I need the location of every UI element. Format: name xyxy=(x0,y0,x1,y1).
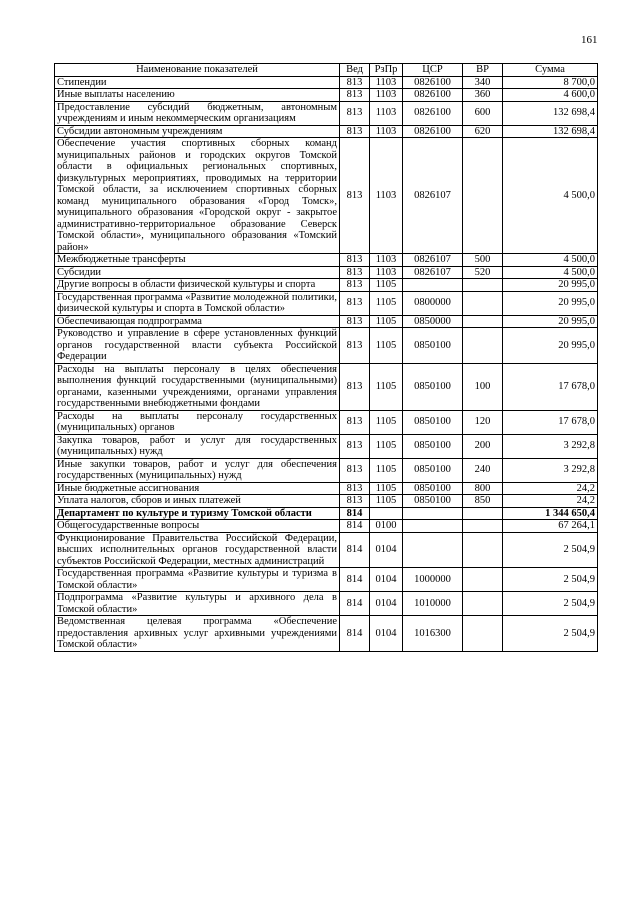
cell-rzpr xyxy=(370,507,403,520)
table-row xyxy=(55,363,598,410)
cell-sum: 132 698,4 xyxy=(503,101,598,125)
cell-ved: 813 xyxy=(340,328,370,364)
table-row xyxy=(55,592,598,616)
cell-csr: 0826100 xyxy=(403,125,463,138)
cell-name: Другие вопросы в области физической культуры и спорта xyxy=(55,279,340,292)
table-row xyxy=(55,328,598,364)
cell-rzpr: 1103 xyxy=(370,266,403,279)
cell-vr xyxy=(463,520,503,533)
cell-name: Субсидии автономным учреждениям xyxy=(55,125,340,138)
cell-sum: 20 995,0 xyxy=(503,291,598,315)
cell-rzpr: 1105 xyxy=(370,328,403,364)
cell-ved: 813 xyxy=(340,279,370,292)
table-header-row xyxy=(55,64,598,77)
cell-csr: 0850100 xyxy=(403,434,463,458)
cell-vr: 340 xyxy=(463,76,503,89)
cell-ved: 813 xyxy=(340,138,370,254)
cell-name: Ведомственная целевая программа «Обеспечение предоставления архивных услуг архивными учреждениями Томской области» xyxy=(55,616,340,652)
header-rzpr: РзПр xyxy=(370,64,403,77)
cell-name: Общегосударственные вопросы xyxy=(55,520,340,533)
cell-name: Государственная программа «Развитие культуры и туризма в Томской области» xyxy=(55,568,340,592)
table-row xyxy=(55,520,598,533)
cell-name: Стипендии xyxy=(55,76,340,89)
cell-ved: 813 xyxy=(340,315,370,328)
cell-ved: 813 xyxy=(340,291,370,315)
cell-vr xyxy=(463,291,503,315)
cell-csr: 0850100 xyxy=(403,458,463,482)
header-sum: Сумма xyxy=(503,64,598,77)
table-row xyxy=(55,616,598,652)
table-row xyxy=(55,279,598,292)
cell-rzpr: 1105 xyxy=(370,279,403,292)
cell-ved: 813 xyxy=(340,458,370,482)
cell-name: Подпрограмма «Развитие культуры и архивного дела в Томской области» xyxy=(55,592,340,616)
cell-rzpr: 1105 xyxy=(370,363,403,410)
cell-vr: 200 xyxy=(463,434,503,458)
cell-name: Межбюджетные трансферты xyxy=(55,254,340,267)
cell-vr xyxy=(463,532,503,568)
cell-rzpr: 1103 xyxy=(370,101,403,125)
cell-csr: 0850100 xyxy=(403,482,463,495)
table-row xyxy=(55,254,598,267)
cell-rzpr: 0100 xyxy=(370,520,403,533)
table-row xyxy=(55,76,598,89)
cell-ved: 813 xyxy=(340,101,370,125)
cell-vr xyxy=(463,592,503,616)
cell-csr: 0850100 xyxy=(403,363,463,410)
cell-sum: 2 504,9 xyxy=(503,616,598,652)
cell-csr xyxy=(403,279,463,292)
cell-csr xyxy=(403,532,463,568)
cell-sum: 1 344 650,4 xyxy=(503,507,598,520)
cell-name: Иные выплаты населению xyxy=(55,89,340,102)
cell-ved: 814 xyxy=(340,568,370,592)
cell-sum: 4 500,0 xyxy=(503,254,598,267)
cell-sum: 24,2 xyxy=(503,482,598,495)
cell-sum: 2 504,9 xyxy=(503,592,598,616)
cell-ved: 814 xyxy=(340,592,370,616)
cell-name: Функционирование Правительства Российской Федерации, высших исполнительных органов государственной власти субъектов Российской Федерации, местных администраций xyxy=(55,532,340,568)
cell-sum: 20 995,0 xyxy=(503,279,598,292)
cell-name: Закупка товаров, работ и услуг для государственных (муниципальных) нужд xyxy=(55,434,340,458)
cell-csr: 0826100 xyxy=(403,101,463,125)
cell-csr: 0800000 xyxy=(403,291,463,315)
table-row xyxy=(55,315,598,328)
cell-sum: 132 698,4 xyxy=(503,125,598,138)
table-row xyxy=(55,568,598,592)
cell-ved: 814 xyxy=(340,532,370,568)
cell-sum: 24,2 xyxy=(503,495,598,508)
table-row xyxy=(55,458,598,482)
cell-name: Государственная программа «Развитие молодежной политики, физической культуры и спорта в Томской области» xyxy=(55,291,340,315)
cell-name: Иные закупки товаров, работ и услуг для обеспечения государственных (муниципальных) нужд xyxy=(55,458,340,482)
cell-name: Уплата налогов, сборов и иных платежей xyxy=(55,495,340,508)
cell-csr: 0826100 xyxy=(403,89,463,102)
cell-name: Обеспечение участия спортивных сборных команд муниципальных районов и городских округов Томской области в официальных региональных спортивных, физкультурных мероприятиях, проводимых на территории Томской области, за исключением спортивных сборных команд муниципального образования «Город Томск», муниципального образования «Городской округ - закрытое административно-территориальное образование Северск Томской области», муниципального образования «Томский район» xyxy=(55,138,340,254)
table-row xyxy=(55,434,598,458)
cell-ved: 813 xyxy=(340,410,370,434)
cell-sum: 2 504,9 xyxy=(503,532,598,568)
cell-name: Предоставление субсидий бюджетным, автономным учреждениям и иным некоммерческим организациям xyxy=(55,101,340,125)
cell-ved: 814 xyxy=(340,507,370,520)
cell-ved: 814 xyxy=(340,616,370,652)
cell-ved: 813 xyxy=(340,89,370,102)
cell-csr: 0826107 xyxy=(403,254,463,267)
cell-csr xyxy=(403,507,463,520)
table-row xyxy=(55,89,598,102)
page-number: 161 xyxy=(581,34,598,46)
header-csr: ЦСР xyxy=(403,64,463,77)
cell-rzpr: 1105 xyxy=(370,315,403,328)
cell-vr xyxy=(463,279,503,292)
cell-csr: 0850100 xyxy=(403,410,463,434)
table-row xyxy=(55,138,598,254)
cell-ved: 813 xyxy=(340,125,370,138)
cell-rzpr: 1105 xyxy=(370,291,403,315)
cell-vr xyxy=(463,315,503,328)
cell-rzpr: 1105 xyxy=(370,434,403,458)
table-row xyxy=(55,101,598,125)
cell-rzpr: 1103 xyxy=(370,125,403,138)
cell-vr xyxy=(463,328,503,364)
table-row xyxy=(55,495,598,508)
cell-ved: 813 xyxy=(340,254,370,267)
cell-rzpr: 1105 xyxy=(370,482,403,495)
cell-name: Обеспечивающая подпрограмма xyxy=(55,315,340,328)
cell-name: Расходы на выплаты персоналу государственных (муниципальных) органов xyxy=(55,410,340,434)
cell-sum: 4 500,0 xyxy=(503,138,598,254)
cell-vr xyxy=(463,616,503,652)
cell-rzpr: 1105 xyxy=(370,458,403,482)
cell-ved: 814 xyxy=(340,520,370,533)
cell-sum: 20 995,0 xyxy=(503,315,598,328)
cell-ved: 813 xyxy=(340,434,370,458)
header-name: Наименование показателей xyxy=(55,64,340,77)
cell-vr: 850 xyxy=(463,495,503,508)
cell-sum: 4 500,0 xyxy=(503,266,598,279)
cell-rzpr: 1103 xyxy=(370,76,403,89)
cell-sum: 2 504,9 xyxy=(503,568,598,592)
table-row xyxy=(55,410,598,434)
cell-vr: 620 xyxy=(463,125,503,138)
cell-csr: 0850100 xyxy=(403,328,463,364)
cell-csr: 1016300 xyxy=(403,616,463,652)
table-row xyxy=(55,266,598,279)
cell-sum: 17 678,0 xyxy=(503,363,598,410)
cell-sum: 8 700,0 xyxy=(503,76,598,89)
cell-rzpr: 1105 xyxy=(370,495,403,508)
cell-vr: 360 xyxy=(463,89,503,102)
cell-ved: 813 xyxy=(340,76,370,89)
cell-vr: 520 xyxy=(463,266,503,279)
cell-sum: 3 292,8 xyxy=(503,434,598,458)
cell-vr: 500 xyxy=(463,254,503,267)
table-row xyxy=(55,482,598,495)
header-vr: ВР xyxy=(463,64,503,77)
cell-vr: 100 xyxy=(463,363,503,410)
cell-csr: 1010000 xyxy=(403,592,463,616)
table-row xyxy=(55,125,598,138)
cell-vr xyxy=(463,507,503,520)
cell-ved: 813 xyxy=(340,363,370,410)
cell-rzpr: 1105 xyxy=(370,410,403,434)
cell-vr: 800 xyxy=(463,482,503,495)
cell-ved: 813 xyxy=(340,482,370,495)
budget-table xyxy=(54,63,598,652)
cell-ved: 813 xyxy=(340,266,370,279)
table-row xyxy=(55,291,598,315)
cell-rzpr: 0104 xyxy=(370,592,403,616)
cell-vr: 120 xyxy=(463,410,503,434)
cell-csr: 0826107 xyxy=(403,266,463,279)
cell-rzpr: 0104 xyxy=(370,532,403,568)
cell-vr xyxy=(463,568,503,592)
cell-name: Руководство и управление в сфере установленных функций органов государственной власти субъекта Российской Федерации xyxy=(55,328,340,364)
cell-vr: 240 xyxy=(463,458,503,482)
cell-csr: 1000000 xyxy=(403,568,463,592)
table-row xyxy=(55,507,598,520)
cell-name: Департамент по культуре и туризму Томской области xyxy=(55,507,340,520)
cell-csr: 0826107 xyxy=(403,138,463,254)
cell-sum: 3 292,8 xyxy=(503,458,598,482)
cell-rzpr: 1103 xyxy=(370,138,403,254)
cell-vr: 600 xyxy=(463,101,503,125)
cell-rzpr: 1103 xyxy=(370,254,403,267)
cell-name: Расходы на выплаты персоналу в целях обеспечения выполнения функций государственными (муниципальными) органами, казенными учреждениями, органами управления государственными внебюджетными фондами xyxy=(55,363,340,410)
cell-csr xyxy=(403,520,463,533)
cell-csr: 0850000 xyxy=(403,315,463,328)
cell-rzpr: 1103 xyxy=(370,89,403,102)
table-row xyxy=(55,532,598,568)
cell-sum: 67 264,1 xyxy=(503,520,598,533)
cell-ved: 813 xyxy=(340,495,370,508)
cell-name: Иные бюджетные ассигнования xyxy=(55,482,340,495)
header-ved: Вед xyxy=(340,64,370,77)
cell-name: Субсидии xyxy=(55,266,340,279)
cell-csr: 0850100 xyxy=(403,495,463,508)
cell-sum: 4 600,0 xyxy=(503,89,598,102)
table-body xyxy=(55,76,598,651)
cell-rzpr: 0104 xyxy=(370,568,403,592)
cell-vr xyxy=(463,138,503,254)
cell-sum: 20 995,0 xyxy=(503,328,598,364)
cell-sum: 17 678,0 xyxy=(503,410,598,434)
cell-csr: 0826100 xyxy=(403,76,463,89)
cell-rzpr: 0104 xyxy=(370,616,403,652)
